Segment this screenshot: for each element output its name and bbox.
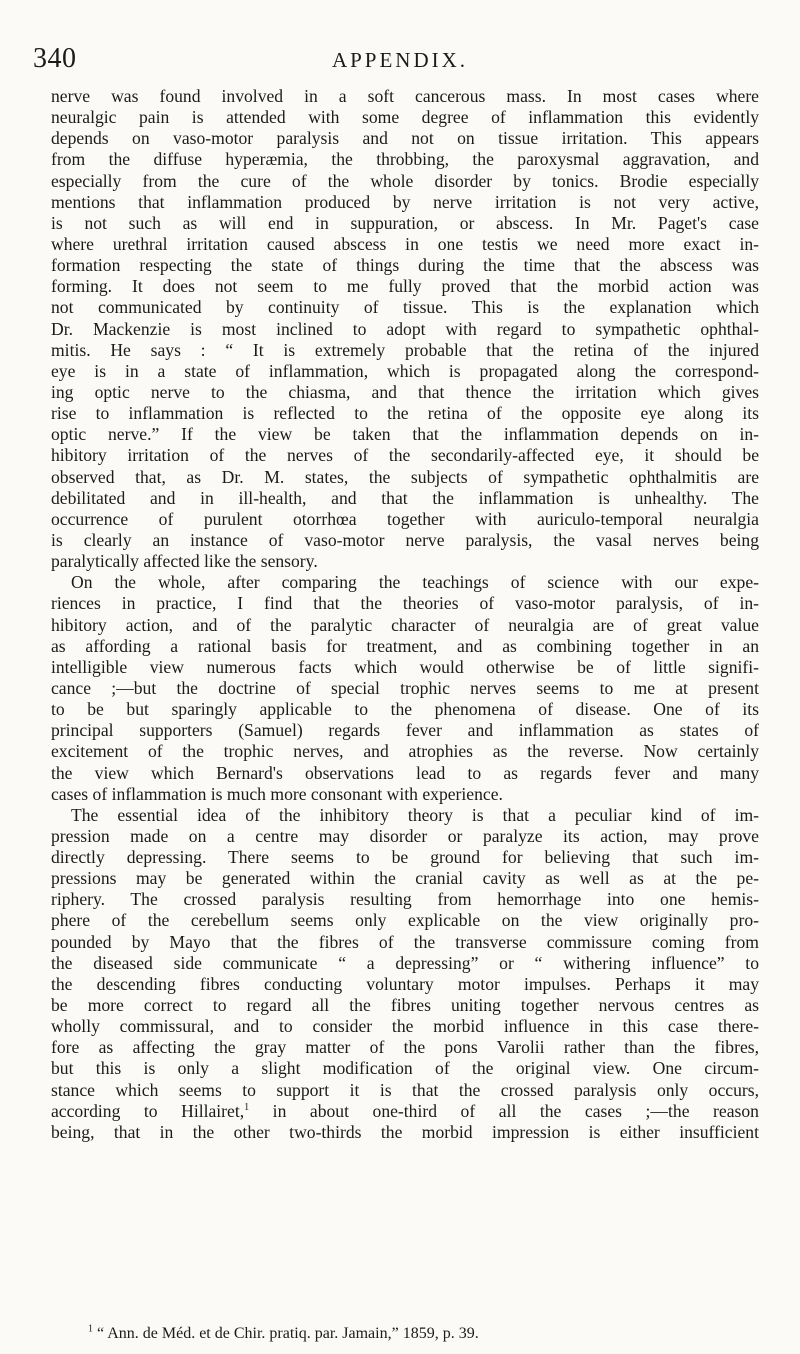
page-header [33,42,767,76]
text-line-content: mentions that inflammation produced by nerve irritation is not very active, [51,191,759,212]
text-line-content: observed that, as Dr. M. states, the subjects of sympathetic ophthalmitis are [51,466,759,487]
text-line-content: the descending fibres conducting voluntary motor impulses. Perhaps it may [51,973,759,994]
text-line-content: optic nerve.” If the view be taken that the inflammation depends on in- [51,424,759,445]
text-line-content: excitement of the trophic nerves, and atrophies as the reverse. Now certainly [51,741,759,762]
text-line-content: in about one-third of all the cases ;—the reason [249,1100,759,1121]
text-line-content: especially from the cure of the whole disorder by tonics. Brodie especially [51,170,759,191]
footnote [88,1324,479,1344]
text-line [51,234,759,255]
text-line-content: riphery. The crossed paralysis resulting from hemorrhage into one hemis- [51,889,759,910]
text-line-content: as affording a rational basis for treatment, and as combining together in an [51,635,759,656]
text-line-content: from the diffuse hyperæmia, the throbbing, the paroxysmal aggravation, and [51,149,759,170]
text-line-content: hibitory irritation of the nerves of the secondarily-affected eye, it should be [51,445,759,466]
text-line [51,403,759,424]
text-line [51,847,759,868]
text-line-content: debilitated and in ill-health, and that the inflammation is unhealthy. The [51,487,759,508]
text-line [51,593,759,614]
text-line [51,1122,759,1143]
text-line [51,995,759,1016]
text-line [51,276,759,297]
text-line [51,784,759,805]
text-line-content: formation respecting the state of things during the time that the abscess was [51,255,759,276]
text-line-content: nerve was found involved in a soft cancerous mass. In most cases where [51,86,759,106]
text-line-content: eye is in a state of inflammation, which is propagated along the correspond- [51,360,759,381]
text-line [51,763,759,784]
text-line [51,171,759,192]
text-line-content: ing optic nerve to the chiasma, and that thence the irritation which gives [51,381,759,402]
text-line-content: mitis. He says : “ It is extremely probable that the retina of the injured [51,339,759,360]
text-line-content: forming. It does not seem to me fully proved that the morbid action was [51,276,759,297]
text-line [51,149,759,170]
text-line-content: phere of the cerebellum seems only explicable on the view originally pro- [51,910,759,931]
text-line-content: The essential idea of the inhibitory theory is that a peculiar kind of im- [71,804,759,825]
text-line-content: pounded by Mayo that the fibres of the transverse commissure coming from [51,931,759,952]
text-line [51,657,759,678]
text-line-content: riences in practice, I find that the theories of vaso-motor paralysis, of in- [51,593,759,614]
text-line-content: hibitory action, and of the paralytic character of neuralgia are of great value [51,614,759,635]
text-line-content: but this is only a slight modification of the original view. One circum- [51,1058,759,1079]
text-line-content: according to Hillairet, [51,1100,245,1121]
text-line [51,953,759,974]
text-line-content: depends on vaso-motor paralysis and not on tissue irritation. This appears [51,128,759,149]
text-line [51,741,759,762]
text-line [51,445,759,466]
text-line [51,678,759,699]
running-title: APPENDIX. [331,48,469,72]
text-line [51,868,759,889]
text-line [51,488,759,509]
text-line [51,572,759,593]
text-line [51,805,759,826]
text-line-content: stance which seems to support it is that the crossed paralysis only occurs, [51,1079,759,1100]
text-line [51,636,759,657]
text-line-content: not communicated by continuity of tissue. This is the explanation which [51,297,759,318]
text-line [51,1080,759,1101]
text-line-content: is clearly an instance of vaso-motor nerve paralysis, the vasal nerves being [51,529,759,550]
text-line [51,932,759,953]
text-line [51,530,759,551]
text-line-content: be more correct to regard all the fibres uniting together nervous centres as [51,995,759,1016]
text-line [51,551,759,572]
footnote-reference: 1 [244,1101,250,1113]
text-line-content: cases of inflammation is much more consonant with experience. [51,783,503,804]
text-line [51,1016,759,1037]
text-line-content: principal supporters (Samuel) regards fever and inflammation as states of [51,720,759,741]
text-line-content: intelligible view numerous facts which would otherwise be of little signifi- [51,656,759,677]
text-line [51,319,759,340]
text-line-content: is not such as will end in suppuration, or abscess. In Mr. Paget's case [51,212,759,233]
text-line [51,128,759,149]
text-line [51,699,759,720]
footnote-text: “ Ann. de Méd. et de Chir. pratiq. par. Jamain,” 1859, p. 39. [93,1325,479,1342]
text-line-content: paralytically affected like the sensory. [51,551,318,572]
text-line [51,192,759,213]
text-line-content: where urethral irritation caused abscess in one testis we need more exact in- [51,233,759,254]
text-line-content: On the whole, after comparing the teachings of science with our expe- [71,572,759,593]
text-line [51,826,759,847]
text-line [51,107,759,128]
text-line [51,382,759,403]
text-line [51,889,759,910]
text-line [51,1037,759,1058]
text-line [51,213,759,234]
text-line [51,340,759,361]
page-number: 340 [33,43,77,74]
text-line [51,361,759,382]
text-line-content: fore as affecting the gray matter of the pons Varolii rather than the fibres, [51,1037,759,1058]
text-line [51,1101,759,1122]
text-line [51,720,759,741]
text-line-content: rise to inflammation is reflected to the retina of the opposite eye along its [51,403,759,424]
text-line [51,974,759,995]
text-line-content: Dr. Mackenzie is most inclined to adopt with regard to sympathetic ophthal- [51,318,759,339]
text-line-content: the view which Bernard's observations lead to as regards fever and many [51,762,759,783]
body-text [51,86,759,1143]
text-line-content: being, that in the other two-thirds the morbid impression is either insufficient [51,1121,759,1142]
text-line [51,297,759,318]
text-line-content: occurrence of purulent otorrhœa together with auriculo-temporal neuralgia [51,508,759,529]
text-line [51,910,759,931]
text-line [51,255,759,276]
text-line [51,86,759,107]
text-line [51,615,759,636]
text-line-content: neuralgic pain is attended with some degree of inflammation this evidently [51,107,759,128]
footnote-marker: 1 [88,1323,93,1335]
text-line-content: pressions may be generated within the cranial cavity as well as at the pe- [51,868,759,889]
text-line [51,1058,759,1079]
text-line [51,467,759,488]
text-line-content: directly depressing. There seems to be ground for believing that such im- [51,847,759,868]
text-line-content: wholly commissural, and to consider the morbid influence in this case there- [51,1016,759,1037]
text-line-content: pression made on a centre may disorder or paralyze its action, may prove [51,825,759,846]
text-line-content: the diseased side communicate “ a depressing” or “ withering influence” to [51,952,759,973]
text-line-content: cance ;—but the doctrine of special trophic nerves seems to me at present [51,677,759,698]
text-line [51,509,759,530]
text-line [51,424,759,445]
text-line-content: to be but sparingly applicable to the phenomena of disease. One of its [51,699,759,720]
